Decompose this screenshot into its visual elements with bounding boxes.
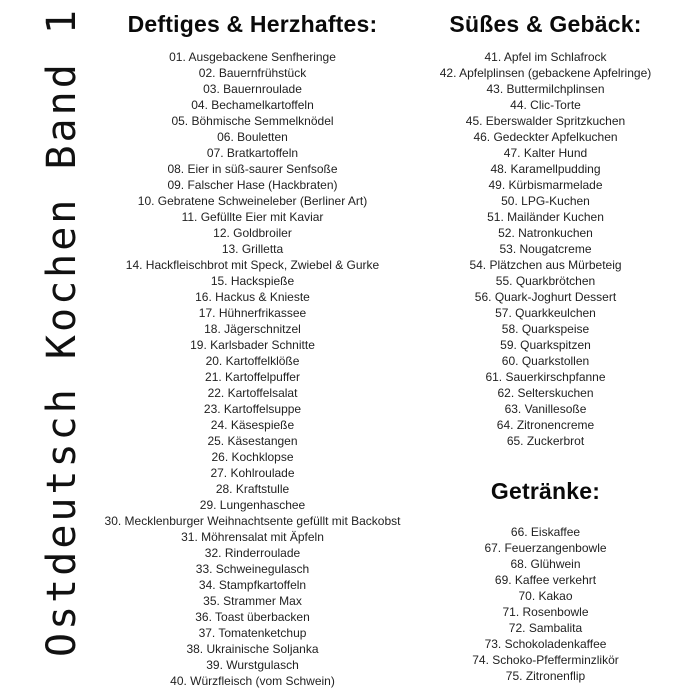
- list-item: 57. Quarkkeulchen: [495, 306, 596, 320]
- list-item: 52. Natronkuchen: [498, 226, 593, 240]
- list-item: 33. Schweinegulasch: [195, 562, 310, 576]
- list-item: 27. Kohlroulade: [210, 466, 295, 480]
- section-header-suesses: Süßes & Gebäck:: [449, 11, 642, 37]
- list-item: 60. Quarkstollen: [501, 354, 590, 368]
- list-item: 35. Strammer Max: [203, 594, 302, 608]
- list-item: 18. Jägerschnitzel: [204, 322, 301, 336]
- list-item: 63. Vanillesoße: [504, 402, 587, 416]
- list-item: 44. Clic-Torte: [510, 98, 581, 112]
- list-item: 30. Mecklenburger Weihnachtsente gefüllt mit Backobst: [104, 514, 401, 528]
- list-item: 14. Hackfleischbrot mit Speck, Zwiebel & Gurke: [125, 258, 380, 272]
- list-item: 25. Käsestangen: [207, 434, 298, 448]
- list-item: 26. Kochklopse: [211, 450, 294, 464]
- column-right: [413, 10, 678, 684]
- section-header-getraenke: Getränke:: [490, 478, 601, 504]
- list-item: 55. Quarkbrötchen: [495, 274, 596, 288]
- list-item: 17. Hühnerfrikassee: [198, 306, 307, 320]
- list-item: 32. Rinderroulade: [204, 546, 301, 560]
- list-item: 72. Sambalita: [508, 621, 583, 635]
- list-item: 29. Lungenhaschee: [199, 498, 306, 512]
- list-item: 22. Kartoffelsalat: [207, 386, 298, 400]
- list-item: 69. Kaffee verkehrt: [494, 573, 597, 587]
- list-item: 54. Plätzchen aus Mürbeteig: [469, 258, 622, 272]
- recipe-list-deftiges: [85, 49, 420, 689]
- list-item: 38. Ukrainische Soljanka: [186, 642, 319, 656]
- list-item: 50. LPG-Kuchen: [501, 194, 590, 208]
- list-item: 03. Bauernroulade: [203, 82, 302, 96]
- list-item: 09. Falscher Hase (Hackbraten): [167, 178, 338, 192]
- list-item: 23. Kartoffelsuppe: [203, 402, 302, 416]
- list-item: 43. Buttermilchplinsen: [486, 82, 605, 96]
- list-item: 16. Hackus & Knieste: [195, 290, 310, 304]
- list-item: 24. Käsespieße: [210, 418, 295, 432]
- recipe-list-suesses: [413, 49, 678, 449]
- list-item: 04. Bechamelkartoffeln: [191, 98, 314, 112]
- list-item: 70. Kakao: [518, 589, 573, 603]
- list-item: 21. Kartoffelpuffer: [205, 370, 300, 384]
- list-item: 62. Selterskuchen: [497, 386, 594, 400]
- list-item: 28. Kraftstulle: [215, 482, 290, 496]
- list-item: 58. Quarkspeise: [501, 322, 590, 336]
- list-item: 41. Apfel im Schlafrock: [484, 50, 607, 64]
- list-item: 42. Apfelplinsen (gebackene Apfelringe): [439, 66, 652, 80]
- list-item: 75. Zitronenflip: [505, 669, 586, 683]
- list-item: 49. Kürbismarmelade: [488, 178, 603, 192]
- list-item: 36. Toast überbacken: [195, 610, 310, 624]
- list-item: 66. Eiskaffee: [510, 525, 581, 539]
- list-item: 06. Bouletten: [217, 130, 288, 144]
- list-item: 68. Glühwein: [510, 557, 581, 571]
- list-item: 71. Rosenbowle: [502, 605, 589, 619]
- recipe-list-getraenke: [413, 524, 678, 684]
- list-item: 59. Quarkspitzen: [500, 338, 591, 352]
- list-item: 45. Eberswalder Spritzkuchen: [465, 114, 626, 128]
- list-item: 64. Zitronencreme: [496, 418, 595, 432]
- list-item: 11. Gefüllte Eier mit Kaviar: [181, 210, 324, 224]
- list-item: 19. Karlsbader Schnitte: [190, 338, 315, 352]
- list-item: 51. Mailänder Kuchen: [487, 210, 604, 224]
- list-item: 12. Goldbroiler: [213, 226, 292, 240]
- list-item: 61. Sauerkirschpfanne: [485, 370, 606, 384]
- list-item: 34. Stampfkartoffeln: [198, 578, 307, 592]
- list-item: 46. Gedeckter Apfelkuchen: [473, 130, 618, 144]
- list-item: 73. Schokoladenkaffee: [484, 637, 607, 651]
- list-item: 48. Karamellpudding: [490, 162, 601, 176]
- list-item: 47. Kalter Hund: [503, 146, 588, 160]
- list-item: 53. Nougatcreme: [499, 242, 592, 256]
- list-item: 20. Kartoffelklöße: [205, 354, 300, 368]
- list-item: 08. Eier in süß-saurer Senfsoße: [167, 162, 338, 176]
- book-title-vertical: Ostdeutsch Kochen Band 1: [39, 7, 85, 657]
- list-item: 07. Bratkartoffeln: [206, 146, 299, 160]
- list-item: 37. Tomatenketchup: [198, 626, 307, 640]
- list-item: 31. Möhrensalat mit Äpfeln: [181, 530, 324, 544]
- list-item: 02. Bauernfrühstück: [198, 66, 307, 80]
- list-item: 05. Böhmische Semmelknödel: [171, 114, 334, 128]
- list-item: 10. Gebratene Schweineleber (Berliner Art): [137, 194, 368, 208]
- column-left: [85, 10, 420, 689]
- list-item: 74. Schoko-Pfefferminzlikör: [472, 653, 619, 667]
- list-item: 15. Hackspieße: [210, 274, 295, 288]
- section-header-deftiges: Deftiges & Herzhaftes:: [127, 11, 378, 37]
- list-item: 65. Zuckerbrot: [506, 434, 585, 448]
- list-item: 39. Wurstgulasch: [206, 658, 299, 672]
- list-item: 13. Grilletta: [221, 242, 284, 256]
- list-item: 40. Würzfleisch (vom Schwein): [170, 674, 335, 688]
- list-item: 01. Ausgebackene Senfheringe: [169, 50, 336, 64]
- list-item: 67. Feuerzangenbowle: [484, 541, 607, 555]
- list-item: 56. Quark-Joghurt Dessert: [474, 290, 617, 304]
